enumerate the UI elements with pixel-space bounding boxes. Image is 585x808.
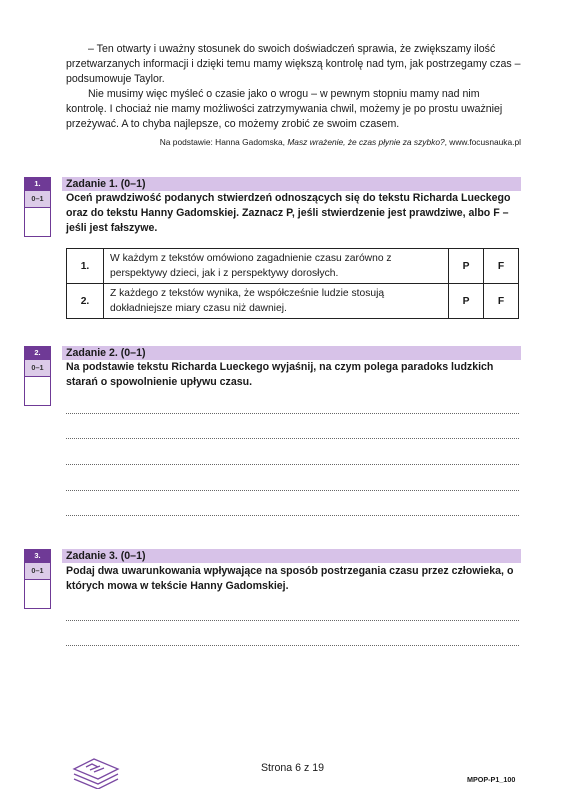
answer-line[interactable]	[66, 490, 519, 491]
passage	[66, 42, 521, 132]
task-3-instruction: Podaj dwa uwarunkowania wpływające na sposób postrzegania czasu przez człowieka, o których mowa w tekście Hanny Gadomskiej.	[66, 565, 514, 592]
answer-f[interactable]: F	[484, 249, 519, 284]
task-number: 3.	[24, 549, 51, 563]
table-row	[67, 284, 519, 319]
row-number: 2.	[67, 284, 104, 319]
answer-line[interactable]	[66, 413, 519, 414]
answer-p[interactable]: P	[449, 249, 484, 284]
source-citation	[66, 137, 521, 147]
exam-code: MPOP-P1_100	[467, 775, 516, 784]
task-points: 0–1	[24, 360, 51, 377]
task-points: 0–1	[24, 191, 51, 208]
score-field[interactable]	[24, 208, 51, 237]
task-points: 0–1	[24, 563, 51, 580]
task-1-instruction: Oceń prawdziwość podanych stwierdzeń odnoszących się do tekstu Richarda Lueckego oraz do tekstu Hanny Gadomskiej. Zaznacz P, jeśli stwierdzenie jest prawdziwe, albo F – jeśli jest fałszywe.	[66, 192, 511, 234]
statement-text: W każdym z tekstów omówiono zagadnienie czasu zarówno z perspektywy dzieci, jak i z perspektywy dorosłych.	[104, 249, 449, 284]
true-false-table	[66, 248, 519, 319]
answer-p[interactable]: P	[449, 284, 484, 319]
task-number: 1.	[24, 177, 51, 191]
answer-line[interactable]	[66, 515, 519, 516]
score-field[interactable]	[24, 580, 51, 609]
task-number: 2.	[24, 346, 51, 360]
answer-f[interactable]: F	[484, 284, 519, 319]
source-suffix: , www.focusnauka.pl	[444, 137, 521, 147]
answer-line[interactable]	[66, 438, 519, 439]
source-prefix: Na podstawie: Hanna Gadomska,	[159, 137, 288, 147]
score-field[interactable]	[24, 377, 51, 406]
passage-paragraph-2: Nie musimy więc myśleć o czasie jako o wrogu – w pewnym stopniu mamy nad nim kontrolę. I chociaż nie mamy możliwości zatrzymywania chwil, możemy je po prostu uważniej przeżywać. A to chyba najlepsze, co możemy zrobić ze swoim czasem.	[66, 88, 503, 130]
statement-text: Z każdego z tekstów wynika, że współcześnie ludzie stosują dokładniejsze miary czasu niż dawniej.	[104, 284, 449, 319]
task-2-score-box	[24, 346, 51, 406]
answer-line[interactable]	[66, 620, 519, 621]
task-1-title: Zadanie 1. (0–1)	[62, 177, 521, 191]
answer-line[interactable]	[66, 645, 519, 646]
page-number: Strona 6 z 19	[260, 762, 324, 774]
task-1-score-box	[24, 177, 51, 237]
task-3-score-box	[24, 549, 51, 609]
task-3-title: Zadanie 3. (0–1)	[62, 549, 521, 563]
table-row	[67, 249, 519, 284]
task-2-title: Zadanie 2. (0–1)	[62, 346, 521, 360]
source-title: Masz wrażenie, że czas płynie za szybko?	[287, 137, 445, 147]
answer-line[interactable]	[66, 464, 519, 465]
row-number: 1.	[67, 249, 104, 284]
task-2-instruction: Na podstawie tekstu Richarda Lueckego wyjaśnij, na czym polega paradoks ludzkich starań o spowolnienie upływu czasu.	[66, 361, 494, 388]
passage-paragraph-1: – Ten otwarty i uważny stosunek do swoich doświadczeń sprawia, że zwiększamy ilość przetwarzanych informacji i dzięki temu mamy większą kontrolę nad tym, jak postrzegamy czas – podsumowuje Taylor.	[66, 43, 521, 85]
